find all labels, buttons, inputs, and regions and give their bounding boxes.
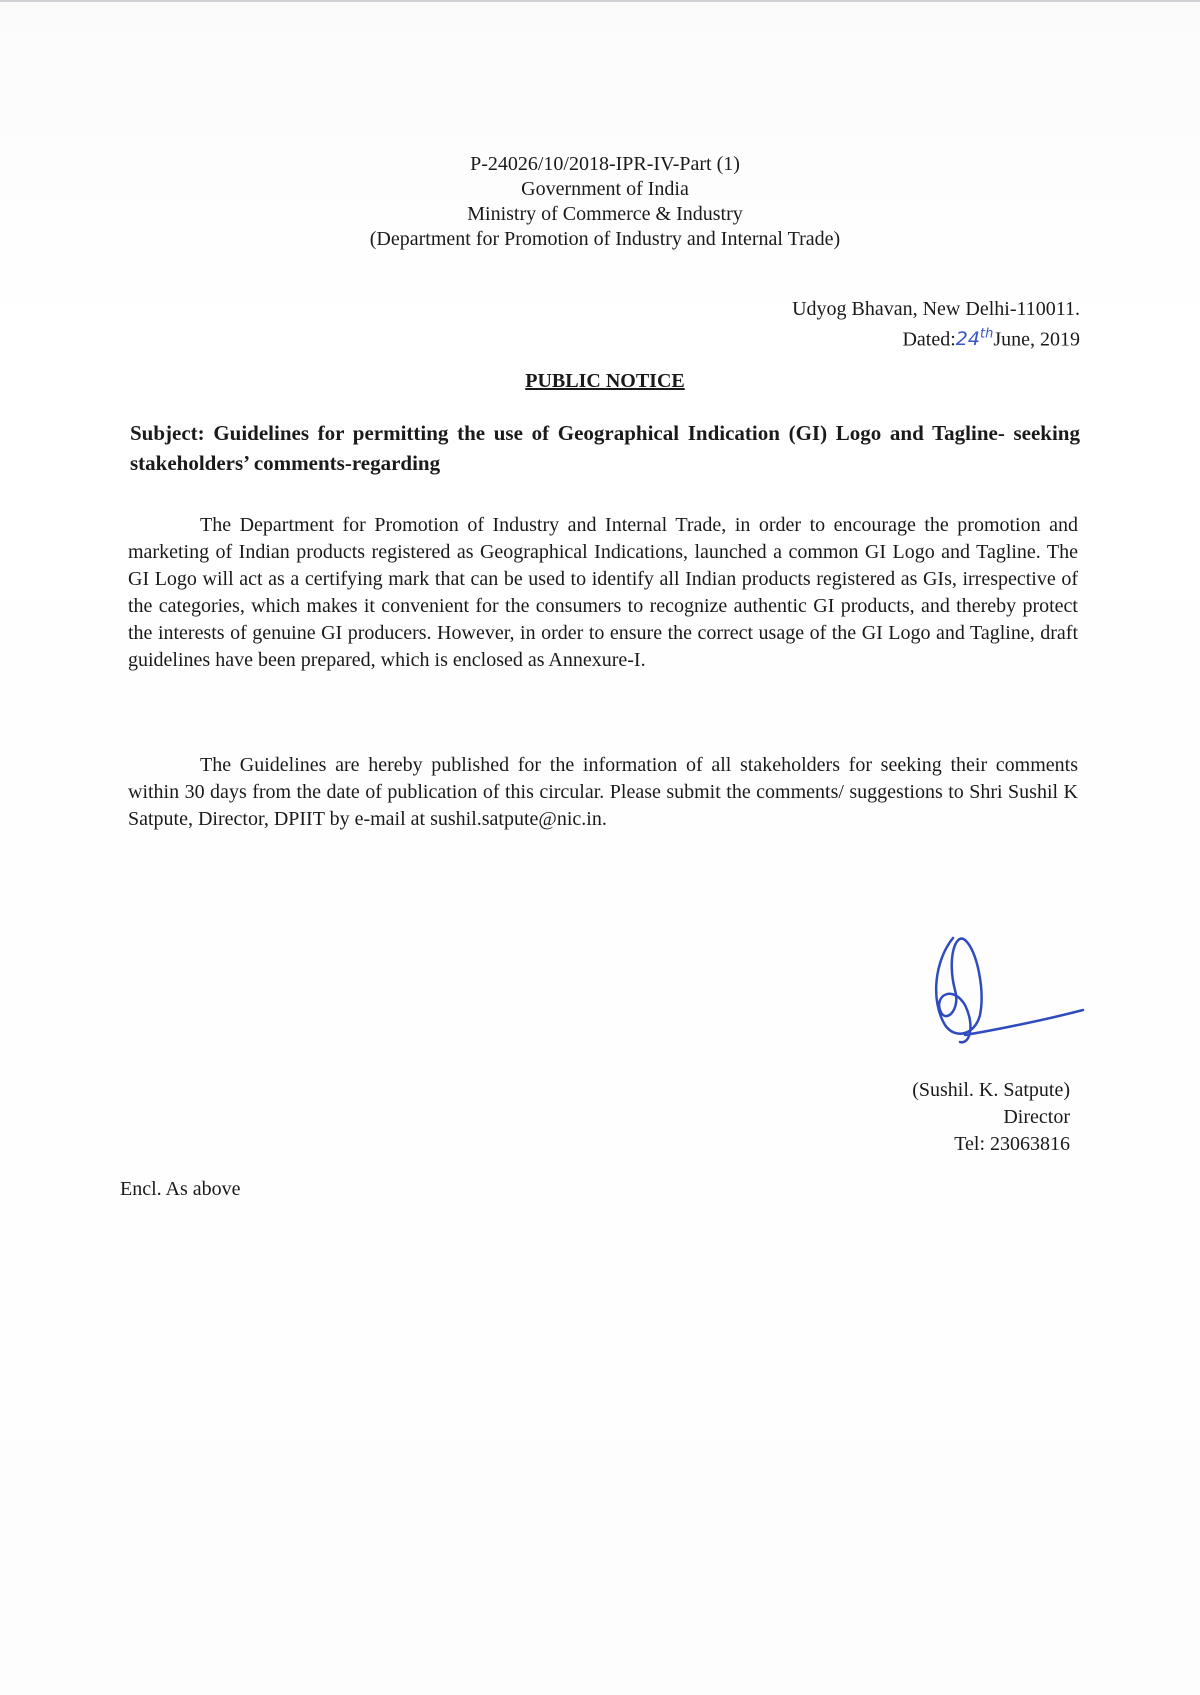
signatory-phone: Tel: 23063816 bbox=[954, 1133, 1070, 1155]
file-number: P-24026/10/2018-IPR-IV-Part (1) bbox=[470, 153, 740, 175]
body-paragraph-2: The Guidelines are hereby published for the information of all stakeholders for seeking their comments within 30 days from the date of publication of this circular. Please submit the comments/ suggestions to Shri Sushil K Satpute, Director, DPIIT by e-mail at sushil.satpute@nic.in. bbox=[128, 754, 1078, 830]
month-year: June, 2019 bbox=[993, 328, 1080, 351]
department-line: (Department for Promotion of Industry and Internal Trade) bbox=[369, 228, 841, 250]
location-line: Udyog Bhavan, New Delhi-110011. bbox=[792, 298, 1080, 320]
ministry-line: Ministry of Commerce & Industry bbox=[467, 203, 743, 225]
government-line: Government of India bbox=[521, 178, 689, 200]
signatory-block bbox=[800, 1077, 1070, 1158]
page-top-edge bbox=[0, 0, 1200, 2]
letterhead bbox=[300, 152, 910, 252]
signatory-designation: Director bbox=[1003, 1106, 1070, 1128]
address-block bbox=[700, 296, 1080, 352]
notice-title: PUBLIC NOTICE bbox=[525, 370, 685, 392]
dated-label: Dated: bbox=[902, 328, 956, 351]
signatory-name: (Sushil. K. Satpute) bbox=[912, 1079, 1070, 1101]
signature-image bbox=[925, 930, 1085, 1070]
subject-line: Subject: Guidelines for permitting the use of Geographical Indication (GI) Logo and Tagline- seeking stakeholders’ comments-regarding bbox=[130, 421, 1080, 475]
date-line bbox=[700, 322, 1080, 352]
enclosure-note: Encl. As above bbox=[120, 1178, 241, 1200]
body-paragraph-1: The Department for Promotion of Industry and Internal Trade, in order to encourage the promotion and marketing of Indian products registered as Geographical Indications, launched a common GI Logo and Tagline. The GI Logo will act as a certifying mark that can be used to identify all Indian products registered as GIs, irrespective of the categories, which makes it convenient for the consumers to recognize authentic GI products, and thereby protect the interests of genuine GI producers. However, in order to ensure the correct usage of the GI Logo and Tagline, draft guidelines have been prepared, which is enclosed as Annexure-I. bbox=[128, 514, 1078, 671]
handwritten-day: 24th bbox=[955, 327, 994, 351]
